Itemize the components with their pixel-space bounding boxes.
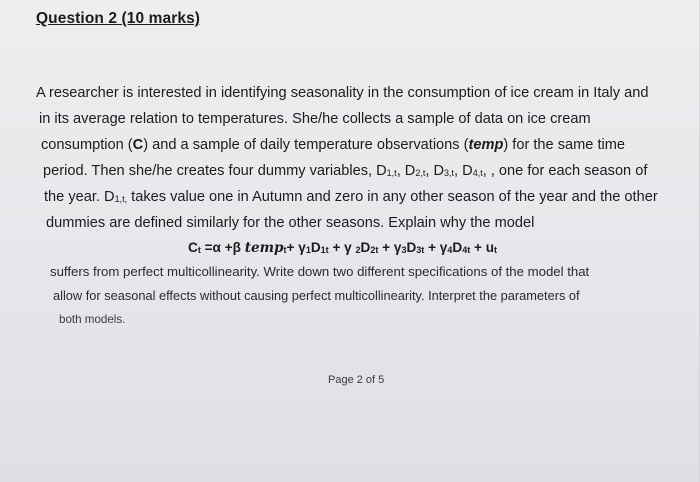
question-body [36,80,686,332]
text-segment: , D [454,163,473,179]
eq-subscript: 3t [416,245,425,255]
eq-term: + γ [328,240,356,255]
eq-subscript: 1 [305,245,311,255]
variable-temp: temp [468,137,504,153]
paragraph-line-8: allow for seasonal effects without causing perfect multicollinearity. Interpret the parameters of [53,288,580,303]
paragraph-line-4 [43,158,686,184]
eq-subscript: 4t [462,245,471,255]
text-segment: takes value one in Autumn and zero in any other season of the year and the other [127,189,658,205]
variable-c: C [132,137,144,153]
text-segment: the year. D [44,189,115,205]
eq-subscript: t [283,245,287,255]
paragraph-line-3 [41,132,686,158]
eq-subscript: 2 [355,245,361,255]
eq-subscript: t [494,245,498,255]
eq-subscript: t [197,245,201,255]
paragraph-line-6: dummies are defined similarly for the other seasons. Explain why the model [46,215,535,231]
text-segment: period. Then she/he creates four dummy variables, D [43,163,387,179]
eq-term: D [360,240,371,255]
eq-subscript: 2t [370,245,379,255]
paragraph-line-7: suffers from perfect multicollinearity. Write down two different specifications of the model that [50,264,590,279]
paragraph-line-1: A researcher is interested in identifying seasonality in the consumption of ice cream in Italy and [36,85,649,101]
eq-variable-temp: temp [244,240,284,256]
eq-term: C [188,240,198,255]
text-segment: ) for the same time [503,137,626,153]
subscript: 1,t [386,168,397,178]
subscript: 1,t, [114,194,128,204]
eq-subscript: 3 [401,245,407,255]
eq-term: D [310,240,321,255]
subscript: 3,t [444,168,455,178]
eq-subscript: 4 [447,245,453,255]
text-segment: , D [396,163,416,179]
text-segment: , D [425,163,445,179]
eq-term: D [452,240,463,255]
eq-term: D [406,240,417,255]
paragraph-line-9: both models. [59,313,126,326]
paragraph-line-2: in its average relation to temperatures. She/he collects a sample of data on ice cream [39,111,591,127]
text-segment: ) and a sample of daily temperature observations ( [143,137,469,153]
text-segment: , , one for each season of [482,163,648,179]
text-segment: consumption ( [41,137,133,153]
eq-term: + γ [378,240,402,255]
page-number: Page 2 of 5 [328,374,385,386]
subscript: 4,t [472,168,483,178]
eq-term: + γ [286,240,306,255]
eq-term: + u [470,240,495,255]
subscript: 2,t [415,168,426,178]
eq-term: + γ [424,240,448,255]
paragraph-line-5 [44,184,686,210]
eq-subscript: 1t [320,245,329,255]
question-heading: Question 2 (10 marks) [36,10,201,27]
model-equation [188,236,686,260]
eq-term: =α +β [200,240,245,255]
